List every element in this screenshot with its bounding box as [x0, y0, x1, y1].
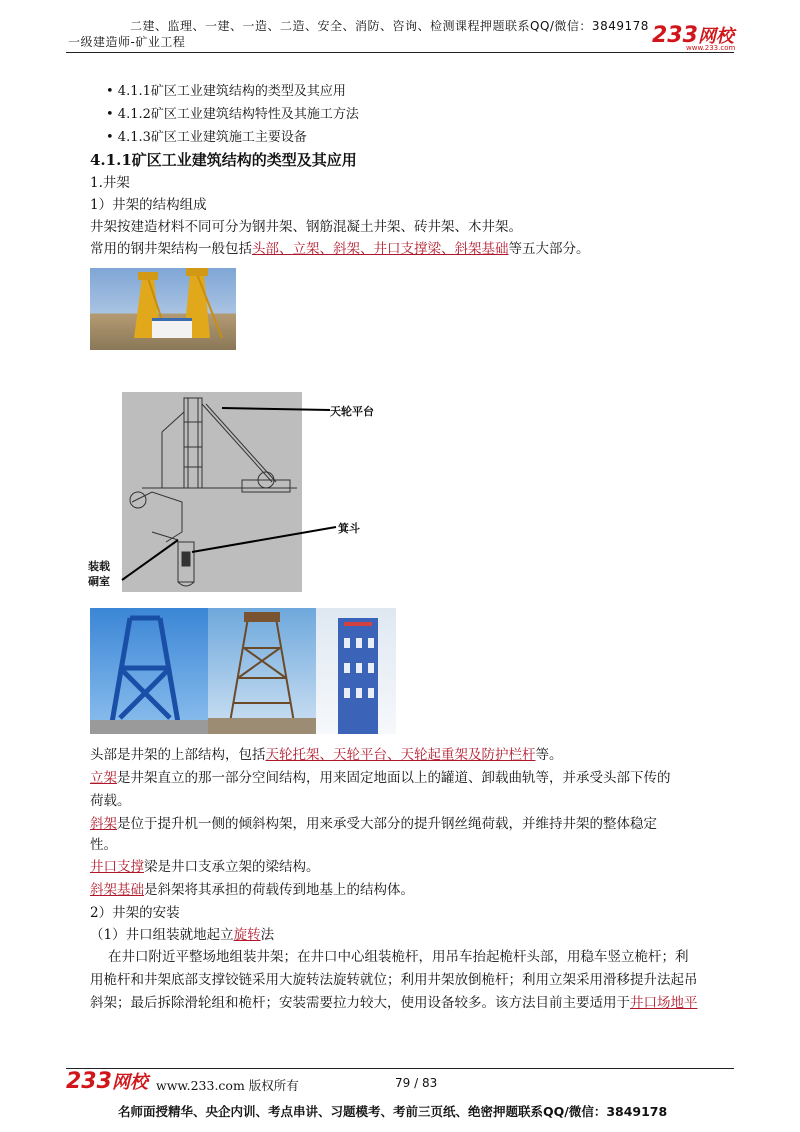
paragraph-materials: 井架按建造材料不同可分为钢井架、钢筋混凝土井架、砖井架、木井架。: [90, 219, 522, 235]
paragraph-inclined-frame: [90, 813, 750, 835]
footer-site: www.233.com 版权所有: [156, 1078, 299, 1093]
subheading-rotation-method: [90, 924, 274, 946]
text: 梁是井口支承立架的梁结构。: [144, 859, 320, 875]
paragraph-vertical-frame: [90, 767, 750, 789]
photo-concrete-tower: [316, 608, 396, 734]
paragraph-inclined-foundation: [90, 879, 414, 901]
label-loading-2: 硐室: [88, 575, 110, 588]
paragraph-shaft-beam: [90, 856, 320, 878]
blue-headframe-illustration: [90, 608, 208, 734]
header-logo-number: 233: [652, 23, 698, 48]
highlight-components: 头部、立架、斜架、井口支撑梁、斜架基础: [252, 241, 509, 257]
paragraph-head: [90, 744, 563, 766]
page-number: 79 / 83: [395, 1076, 438, 1090]
highlight-rotation: 旋转: [233, 927, 261, 943]
text: 斜架；最后拆除滑轮组和桅杆；安装需要拉力较大，使用设备较多。该方法目前主要适用于: [90, 995, 630, 1011]
lattice-headframe-illustration: [208, 608, 316, 734]
text: 法: [260, 927, 275, 943]
text: 头部是井架的上部结构，包括: [90, 747, 266, 763]
footer-logo-text: 网校: [111, 1072, 148, 1093]
toc-item-2: • 4.1.2矿区工业建筑结构特性及其施工方法: [106, 107, 359, 122]
text: 是井架直立的那一部分空间结构，用来固定地面以上的罐道、卸载曲轨等，并承受头部下传的: [117, 770, 671, 786]
toc-item-3: • 4.1.3矿区工业建筑施工主要设备: [106, 130, 307, 145]
text: 是位于提升机一侧的倾斜构架，用来承受大部分的提升钢丝绳荷载，并维持井架的整体稳定: [117, 816, 657, 832]
toc-item-1: • 4.1.1矿区工业建筑结构的类型及其应用: [106, 84, 346, 99]
footer-rule: [66, 1068, 734, 1069]
footer-logo-number: 233: [66, 1069, 112, 1094]
label-loading-1: 装载: [88, 560, 110, 573]
header-doc-title: 一级建造师-矿业工程: [68, 35, 186, 49]
label-skip: 箕斗: [338, 522, 360, 535]
subheading-derrick: 1.井架: [90, 175, 130, 191]
highlight-site-flat: 井口场地平: [630, 995, 698, 1011]
footer-contact-line: 名师面授精华、央企内训、考点串讲、习题模考、考前三页纸、绝密押题联系QQ/微信：3849178: [118, 1104, 668, 1119]
photo-blue-headframe: [90, 608, 208, 734]
paragraph-method-line-3: [90, 992, 698, 1014]
paragraph-inclined-frame-cont: 性。: [90, 837, 117, 853]
paragraph-vertical-frame-cont: 荷载。: [90, 793, 131, 809]
header-logo-text: 网校: [697, 26, 734, 47]
header-contact-line: 二建、监理、一建、一造、二造、安全、消防、咨询、检测课程押题联系QQ/微信：3849178: [130, 19, 649, 33]
footer-logo: [66, 1068, 148, 1094]
paragraph-method-line-2: 用桅杆和井架底部支撑铰链采用大旋转法旋转就位；利用井架放倒桅杆；利用立架采用滑移提升法起吊: [90, 972, 698, 988]
highlight-shaft-support: 井口支撑: [90, 859, 144, 875]
photo-lattice-headframe: [208, 608, 316, 734]
subheading-installation: 2）井架的安装: [90, 905, 180, 921]
subheading-structure: 1）井架的结构组成: [90, 197, 207, 213]
header-logo-url: www.233.com: [686, 44, 736, 52]
highlight-vertical-frame: 立架: [90, 770, 117, 786]
concrete-tower-illustration: [316, 608, 396, 734]
highlight-inclined-frame: 斜架: [90, 816, 117, 832]
label-sheave-platform: 天轮平台: [330, 405, 374, 418]
text: 常用的钢井架结构一般包括: [90, 241, 252, 257]
text: 等。: [535, 747, 563, 763]
highlight-inclined-foundation: 斜架基础: [90, 882, 144, 898]
text: 等五大部分。: [508, 241, 590, 257]
paragraph-method-line-1: 在井口附近平整场地组装井架；在井口中心组装桅杆，用吊车抬起桅杆头部，用稳车竖立桅杆；利: [108, 949, 689, 965]
highlight-head-parts: 天轮托架、天轮平台、天轮起重架及防护栏杆: [265, 747, 536, 763]
section-heading: 4.1.1矿区工业建筑结构的类型及其应用: [90, 151, 357, 169]
text: 是斜架将其承担的荷载传到地基上的结构体。: [144, 882, 414, 898]
text: （1）井口组装就地起立: [90, 927, 234, 943]
